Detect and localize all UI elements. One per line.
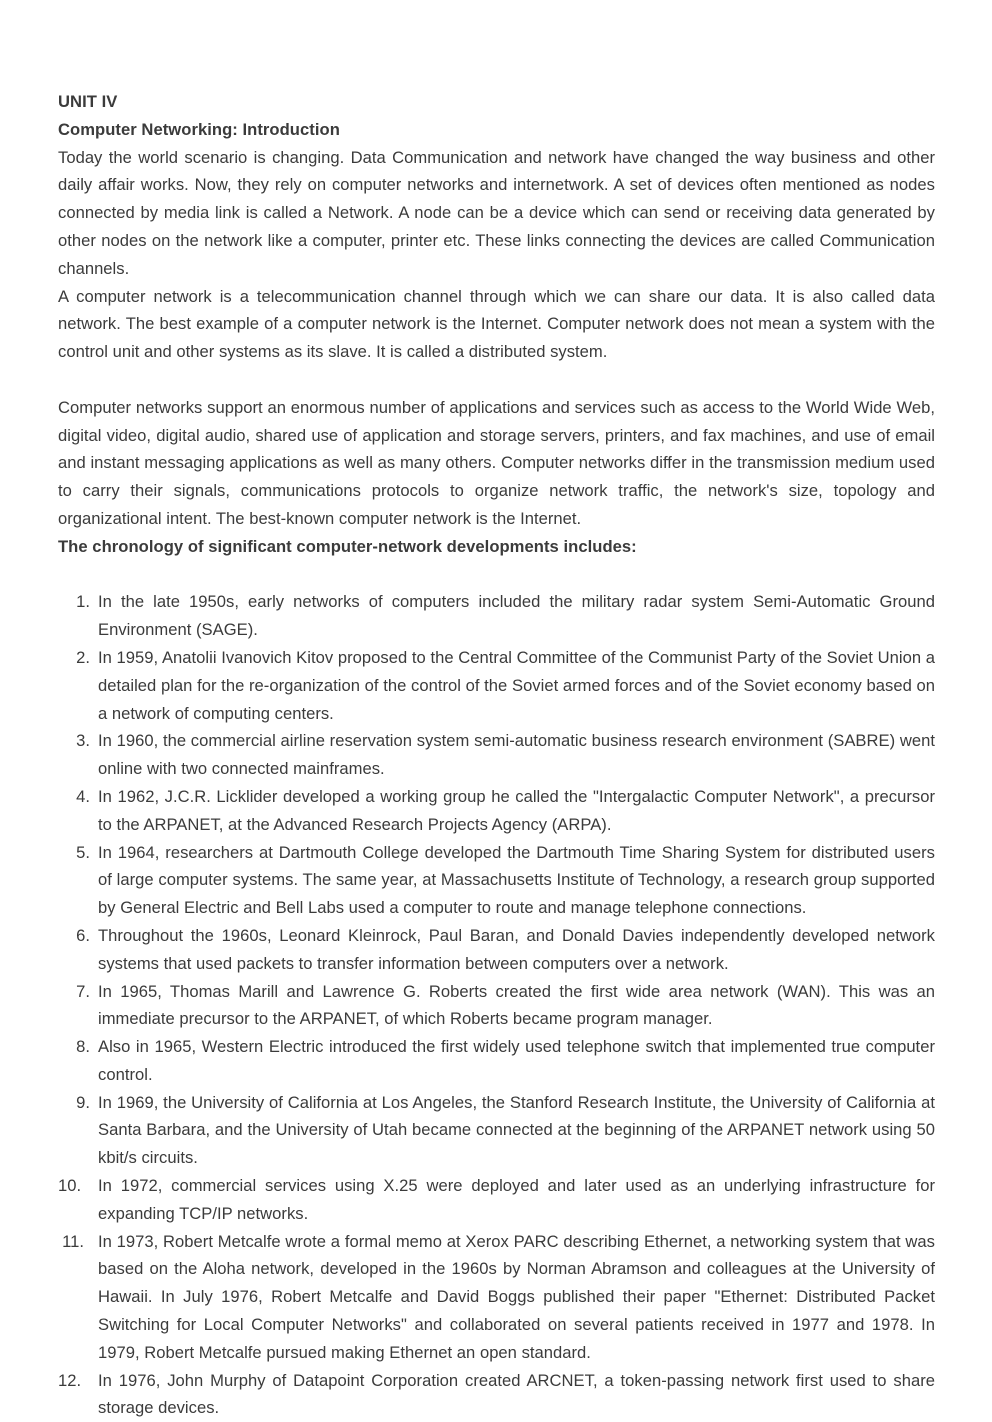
page-title: Computer Networking: Introduction xyxy=(58,119,340,139)
list-item xyxy=(58,727,935,783)
list-item-text: In the late 1950s, early networks of computers included the military radar system Semi-Automatic Ground Environment (SAGE). xyxy=(98,592,935,640)
list-item-text: In 1960, the commercial airline reservation system semi-automatic business research environment (SABRE) went online with two connected mainframes. xyxy=(98,731,935,779)
list-item xyxy=(58,1033,935,1089)
list-item xyxy=(58,922,935,978)
list-item-text: In 1959, Anatolii Ivanovich Kitov proposed to the Central Committee of the Communist Party of the Soviet Union a detailed plan for the re-organization of the control of the Soviet armed forces and of the Soviet economy based on a network of computing centers. xyxy=(98,647,935,723)
list-item xyxy=(58,839,935,922)
list-item xyxy=(58,1367,935,1422)
list-item xyxy=(58,978,935,1034)
list-item xyxy=(58,644,935,727)
chronology-heading: The chronology of significant computer-network developments includes: xyxy=(58,536,637,556)
paragraph-spacer xyxy=(58,366,935,394)
intro-paragraph-1: Today the world scenario is changing. Data Communication and network have changed the way business and other daily affair works. Now, they rely on computer networks and internetwork. A set of devices often mentioned as nodes connected by media link is called a Network. A node can be a device which can send or receiving data generated by other nodes on the network like a computer, printer etc. These links connecting the devices are called Communication channels. xyxy=(58,147,935,278)
list-item-marker: 11. xyxy=(62,1231,84,1251)
list-item-marker: 3. xyxy=(76,731,90,751)
list-item-marker: 12. xyxy=(58,1370,91,1390)
list-item-marker: 8. xyxy=(76,1037,90,1057)
list-item-marker: 10. xyxy=(58,1176,91,1196)
list-item-text: In 1964, researchers at Dartmouth College developed the Dartmouth Time Sharing System for distributed users of large computer systems. The same year, at Massachusetts Institute of Technology, a research group supported by General Electric and Bell Labs used a computer to route and manage telephone connections. xyxy=(98,842,935,918)
list-item-marker: 6. xyxy=(76,925,90,945)
list-item-text: In 1965, Thomas Marill and Lawrence G. Roberts created the first wide area network (WAN). This was an immediate precursor to the ARPANET, of which Roberts became program manager. xyxy=(98,981,935,1029)
list-item-marker: 4. xyxy=(76,786,90,806)
list-item-text: Throughout the 1960s, Leonard Kleinrock, Paul Baran, and Donald Davies independently developed network systems that used packets to transfer information between computers over a network. xyxy=(98,925,935,973)
list-item xyxy=(58,588,935,644)
list-item-marker: 5. xyxy=(76,842,90,862)
list-item-text: In 1976, John Murphy of Datapoint Corporation created ARCNET, a token-passing network first used to share storage devices. xyxy=(98,1370,935,1418)
intro-paragraph-2: A computer network is a telecommunication channel through which we can share our data. It is also called data network. The best example of a computer network is the Internet. Computer network does not mean a system with the control unit and other systems as its slave. It is called a distributed system. xyxy=(58,286,935,362)
unit-label: UNIT IV xyxy=(58,92,118,111)
list-item-text: In 1962, J.C.R. Licklider developed a working group he called the "Intergalactic Computer Network", a precursor to the ARPANET, at the Advanced Research Projects Agency (ARPA). xyxy=(98,786,935,834)
list-item-marker: 1. xyxy=(76,592,90,612)
list-item xyxy=(58,1172,935,1228)
list-item xyxy=(58,783,935,839)
list-spacer xyxy=(58,561,935,589)
list-item-marker: 7. xyxy=(76,981,90,1001)
intro-paragraph-3: Computer networks support an enormous number of applications and services such as access to the World Wide Web, digital video, digital audio, shared use of application and storage servers, printers, and fax machines, and use of email and instant messaging applications as well as many others. Computer networks differ in the transmission medium used to carry their signals, communications protocols to organize network traffic, the network's size, topology and organizational intent. The best-known computer network is the Internet. xyxy=(58,397,935,528)
list-item-text: In 1973, Robert Metcalfe wrote a formal memo at Xerox PARC describing Ethernet, a networking system that was based on the Aloha network, developed in the 1960s by Norman Abramson and colleagues at the University of Hawaii. In July 1976, Robert Metcalfe and David Boggs published their paper "Ethernet: Distributed Packet Switching for Local Computer Networks" and collaborated on several patients received in 1977 and 1978. In 1979, Robert Metcalfe pursued making Ethernet an open standard. xyxy=(98,1231,935,1362)
chronology-list xyxy=(58,588,935,1422)
list-item-marker: 2. xyxy=(76,647,90,667)
list-item xyxy=(58,1089,935,1172)
document-body xyxy=(58,88,935,1422)
list-item-text: In 1972, commercial services using X.25 were deployed and later used as an underlying infrastructure for expanding TCP/IP networks. xyxy=(98,1176,935,1223)
list-item-text: In 1969, the University of California at Los Angeles, the Stanford Research Institute, the University of California at Santa Barbara, and the University of Utah became connected at the beginning of the ARPANET network using 50 kbit/s circuits. xyxy=(98,1092,935,1168)
list-item-text: Also in 1965, Western Electric introduced the first widely used telephone switch that implemented true computer control. xyxy=(98,1037,935,1084)
list-item-marker: 9. xyxy=(76,1092,90,1112)
list-item xyxy=(58,1228,935,1367)
